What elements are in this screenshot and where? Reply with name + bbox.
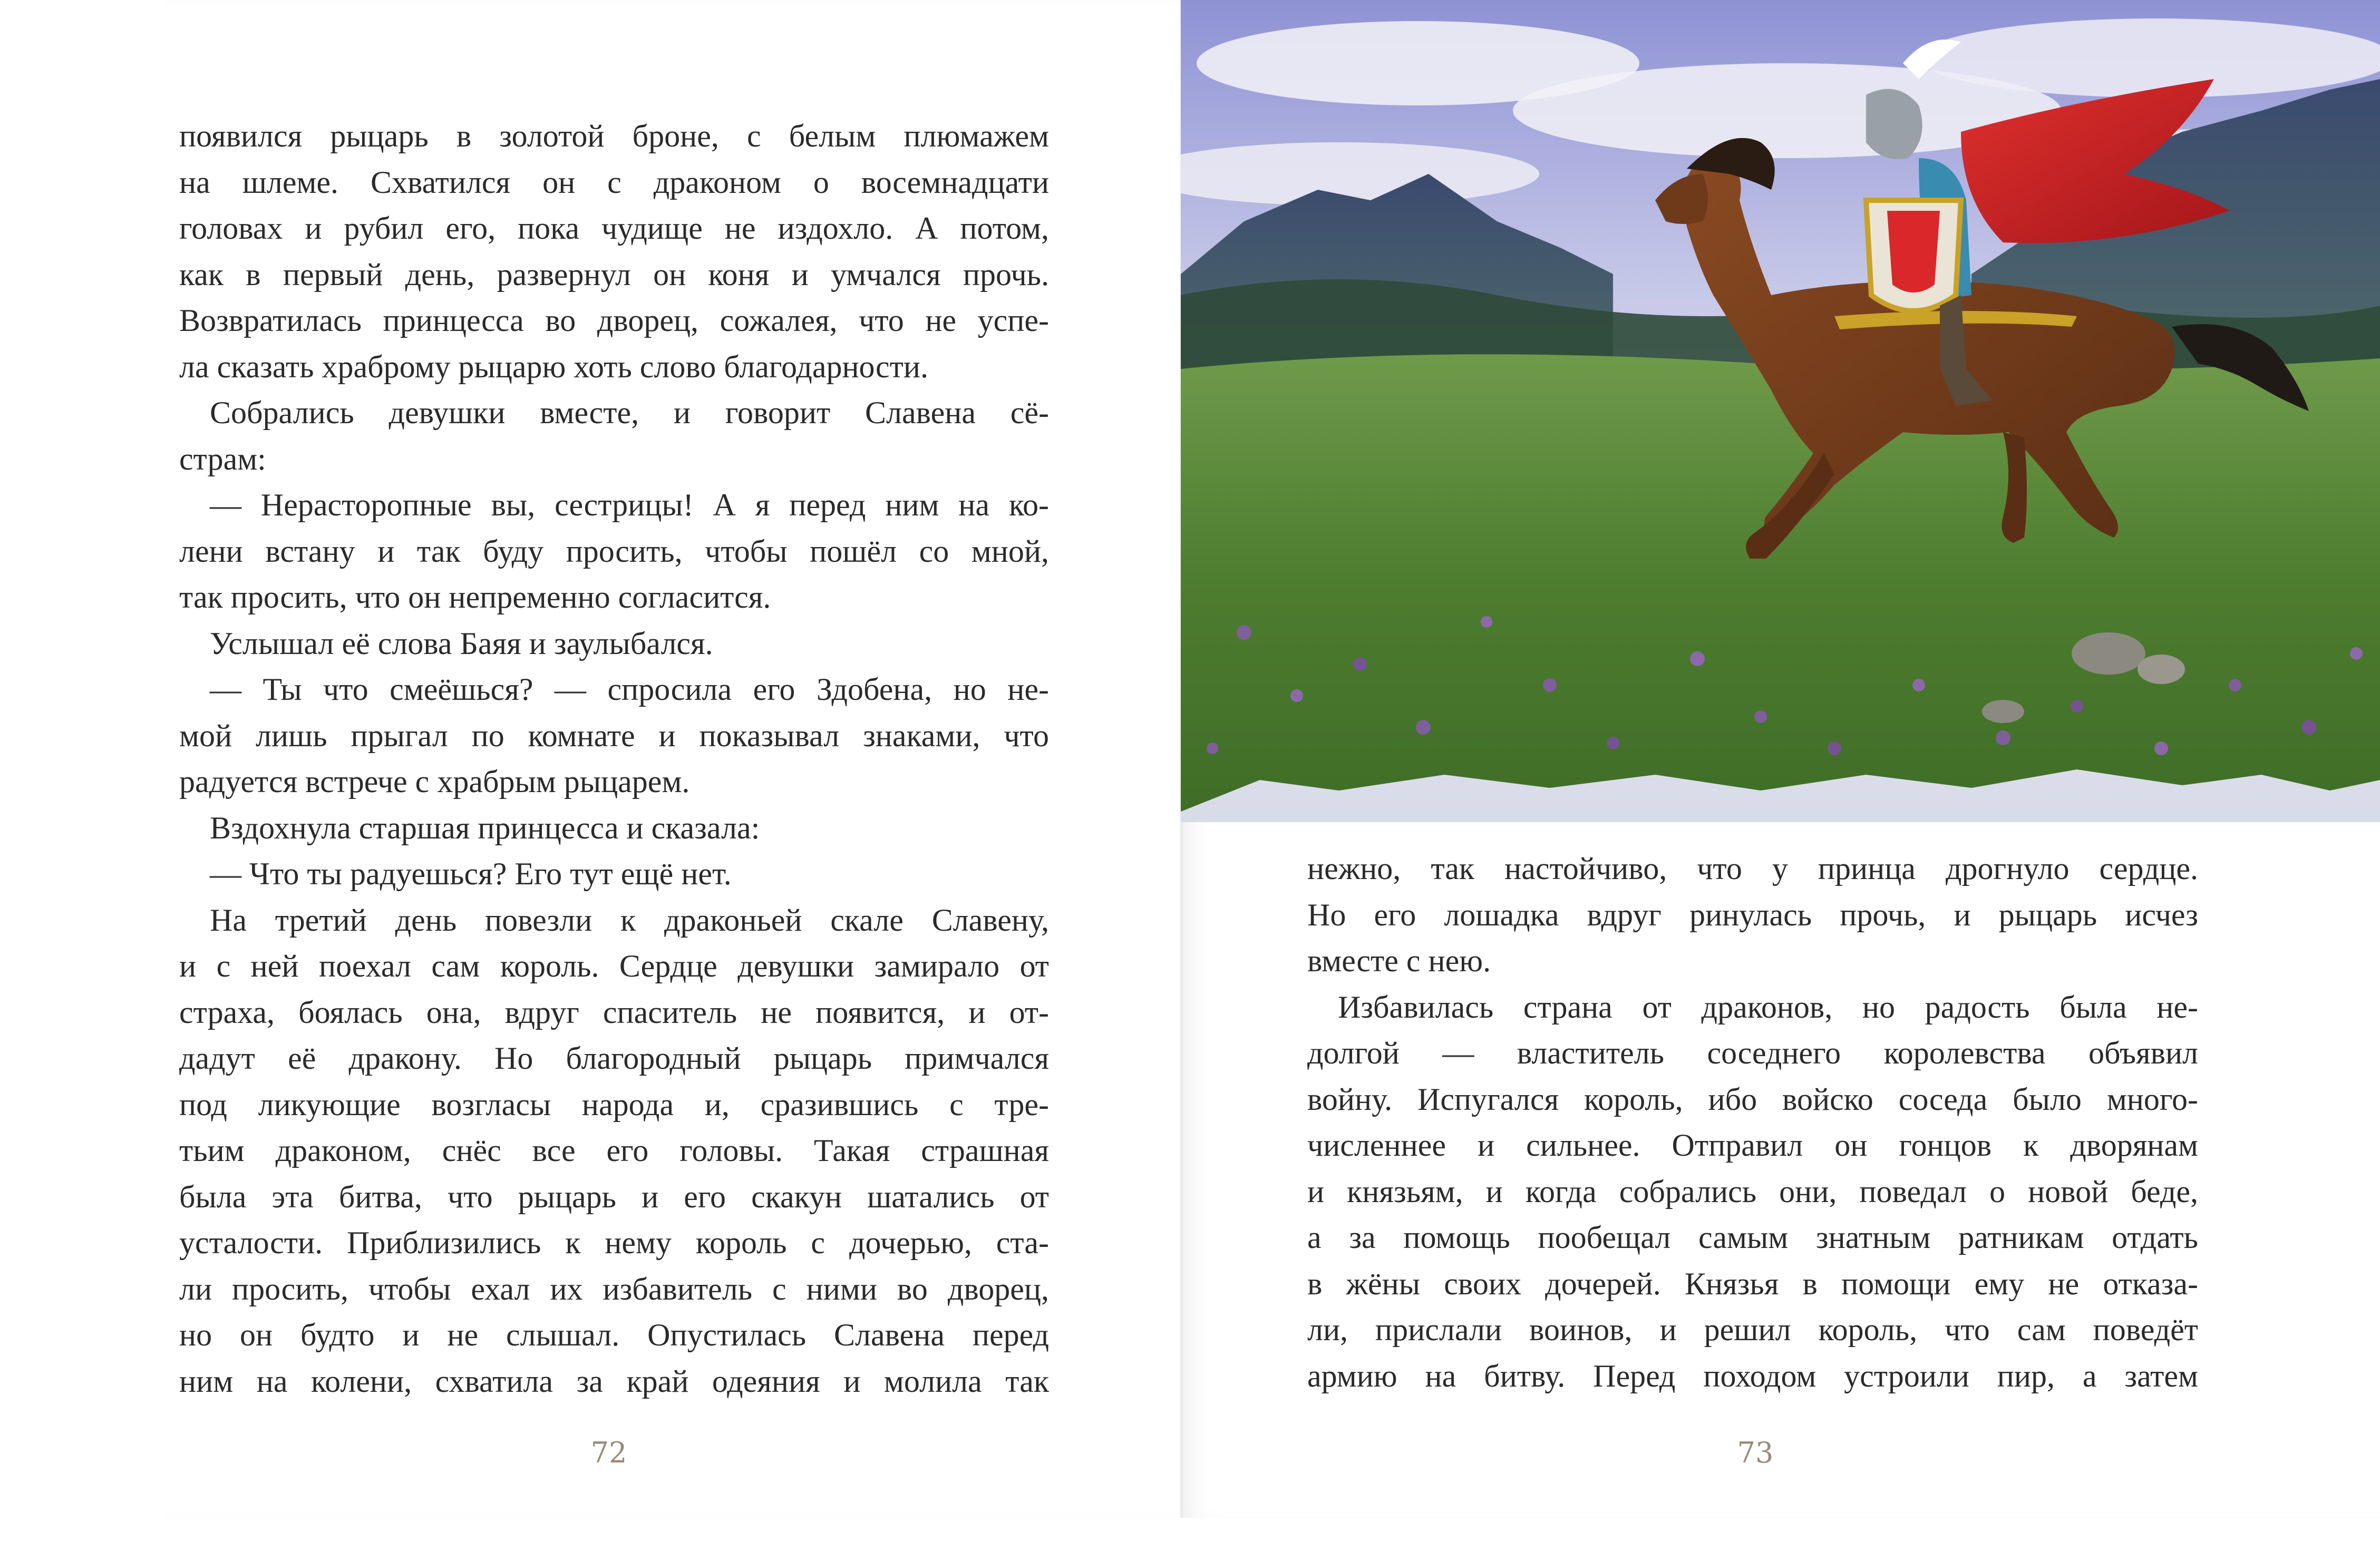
- text-line: на шлеме. Схватился он с драконом о восемнадцати: [179, 164, 1049, 200]
- text-line: но он будто и не слышал. Опустилась Славена перед: [179, 1318, 1049, 1352]
- right-page-text: [1307, 846, 2198, 1399]
- text-line: ли просить, чтобы ехал их избавитель с ними во дворец,: [179, 1271, 1049, 1306]
- text-line: — Ты что смеёшься? — спросила его Здобена, но не-: [210, 672, 1049, 707]
- text-line: и с ней поехал сам король. Сердце девушки замирало от: [179, 949, 1049, 983]
- text-line: а за помощь пообещал самым знатным ратникам отдать: [1307, 1220, 2198, 1255]
- text-line: и князьям, и когда собрались они, поведал о новой беде,: [1307, 1174, 2198, 1209]
- text-line: под ликующие возгласы народа и, сразившись с тре-: [179, 1087, 1049, 1122]
- text-line: численнее и сильнее. Отправил он гонцов к дворянам: [1307, 1128, 2198, 1163]
- text-line: появился рыцарь в золотой броне, с белым плюмажем: [179, 119, 1049, 153]
- page-number-right: 73: [1737, 1436, 1774, 1469]
- text-line: войну. Испугался король, ибо войско соседа было много-: [1307, 1081, 2198, 1117]
- text-line: радуется встрече с храбрым рыцарем.: [179, 764, 690, 799]
- text-line: мой лишь прыгал по комнате и показывал знаками, что: [179, 718, 1049, 753]
- text-line: Услышал её слова Баяя и заулыбался.: [210, 626, 713, 661]
- text-line: Вздохнула старшая принцесса и сказала:: [210, 810, 760, 845]
- text-line: Возвратилась принцесса во дворец, сожалея, что не успе-: [179, 303, 1049, 338]
- text-line: усталости. Приблизились к нему король с дочерью, ста-: [179, 1225, 1049, 1260]
- text-line: как в первый день, развернул он коня и умчался прочь.: [179, 257, 1049, 292]
- text-line: была эта битва, что рыцарь и его скакун шатались от: [179, 1179, 1049, 1214]
- text-line: лени встану и так буду просить, чтобы пошёл со мной,: [179, 533, 1049, 569]
- text-line: На третий день повезли к драконьей скале Славену,: [210, 902, 1049, 938]
- text-line: долгой — властитель соседнего королевства объявил: [1307, 1036, 2198, 1070]
- text-line: ли, прислали воинов, и решил король, что сам поведёт: [1307, 1312, 2198, 1347]
- text-line: ним на колени, схватила за край одеяния и молила так: [179, 1363, 1049, 1399]
- text-line: ла сказать храброму рыцарю хоть слово благодарности.: [179, 349, 929, 384]
- text-line: Но его лошадка вдруг ринулась прочь, и рыцарь исчез: [1307, 897, 2198, 932]
- text-line: — Нерасторопные вы, сестрицы! А я перед ним на ко-: [210, 487, 1049, 522]
- text-line: — Что ты радуешься? Его тут ещё нет.: [210, 856, 732, 891]
- text-line: головах и рубил его, пока чудище не издохло. А потом,: [179, 211, 1049, 246]
- text-line: страм:: [179, 441, 266, 476]
- text-line: вместе с нею.: [1307, 943, 1491, 978]
- text-line: Избавилась страна от драконов, но радость была не-: [1338, 989, 2198, 1025]
- text-line: в жёны своих дочерей. Князья в помощи ему не отказа-: [1307, 1266, 2198, 1301]
- knight-on-horse-illustration: [1181, 0, 2380, 822]
- text-line: Собрались девушки вместе, и говорит Славена сё-: [210, 395, 1049, 430]
- text-line: так просить, что он непременно согласится.: [179, 580, 771, 614]
- left-page-text: [179, 113, 1049, 1404]
- page-number-left: 72: [590, 1436, 627, 1469]
- text-line: страха, боялась она, вдруг спаситель не появится, и от-: [179, 994, 1049, 1030]
- text-line: тьим драконом, снёс все его головы. Такая страшная: [179, 1133, 1049, 1168]
- text-line: дадут её дракону. Но благородный рыцарь примчался: [179, 1041, 1049, 1076]
- text-line: нежно, так настойчиво, что у принца дрогнуло сердце.: [1307, 851, 2198, 886]
- text-line: армию на битву. Перед походом устроили пир, а затем: [1307, 1358, 2198, 1393]
